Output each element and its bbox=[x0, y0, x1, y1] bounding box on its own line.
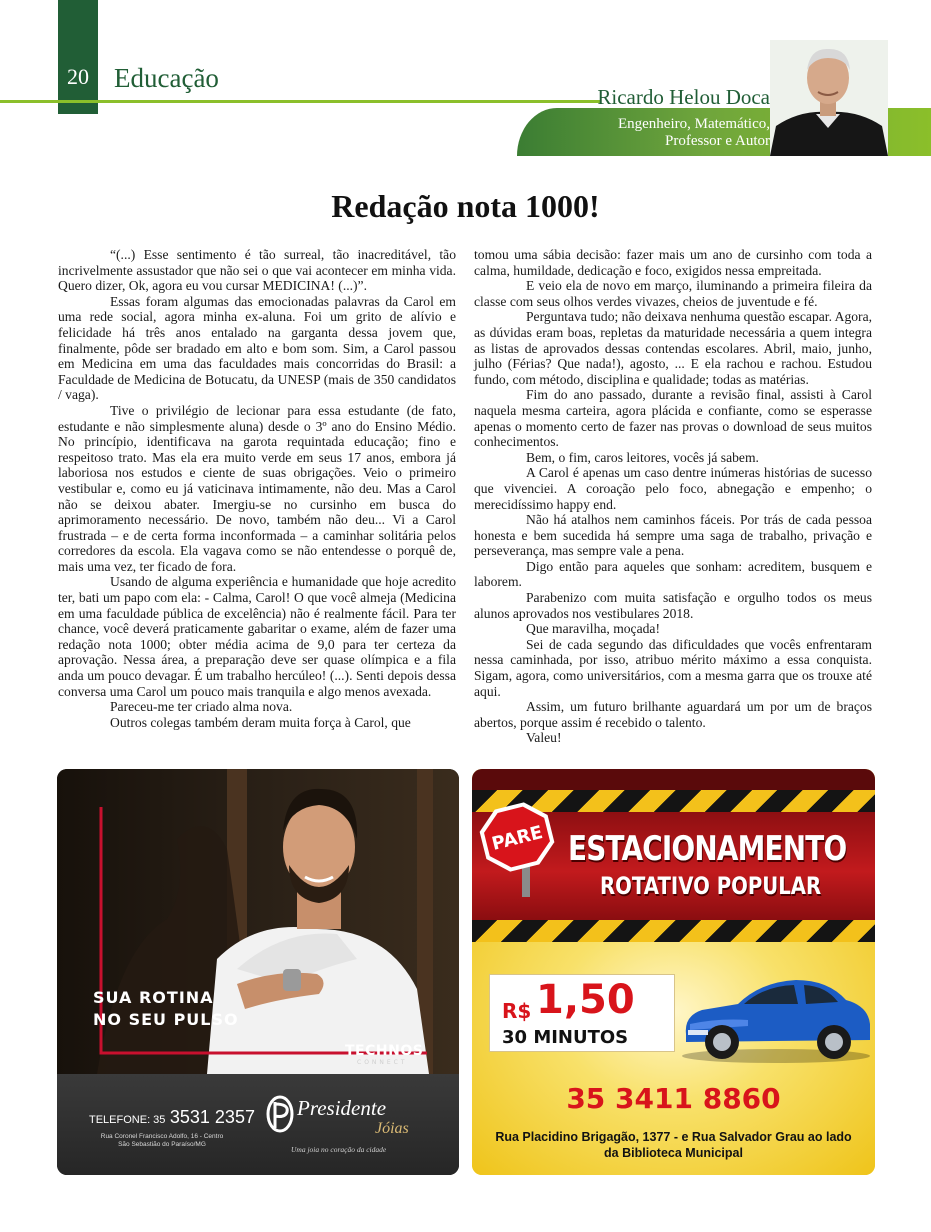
paragraph: Fim do ano passado, durante a revisão final, assisti à Carol naquela mesma carteira, agora plácida e confiante, como se esperasse apenas o momento certo de fazer nas provas o download de seus muitos conhecimentos. bbox=[474, 387, 872, 450]
page-number-tab bbox=[58, 0, 98, 114]
jewelry-phone-number: 3531 2357 bbox=[169, 1107, 255, 1127]
jewelry-address bbox=[77, 1133, 247, 1149]
paragraph: Pareceu-me ter criado alma nova. bbox=[110, 699, 293, 715]
technos-logo: TECHNOS bbox=[345, 1043, 424, 1059]
stop-sign-icon bbox=[478, 801, 556, 897]
paragraph-continued: tomou uma sábia decisão: fazer mais um ano de cursinho com toda a calma, humildade, dedicação e foco, exigidos nessa empreitada. bbox=[474, 247, 872, 278]
author-role bbox=[618, 116, 770, 150]
paragraph: Sei de cada segundo das dificuldades que vocês enfrentaram nessa caminhada, por isso, atribuo mérito máximo a essa conquista. Sigam, agora, como universitários, com a mesma garra que os trouxe até aqui. bbox=[474, 636, 872, 699]
paragraph: Parabenizo com muita satisfação e orgulho todos os meus alunos aprovados nos vestibulares 2018. bbox=[474, 590, 872, 621]
paragraph: Tive o privilégio de lecionar para essa estudante (de fato, estudante e não simplesmente aluna) desde o 3º ano do Ensino Médio. No princípio, identificava na garota requintada educação; fino e respeitoso trato. Mas ela era muito verde em seus 17 anos, embora já laboriosa nos estudos e ciente de suas obrigações. Veio o primeiro vestibular e, como eu já vaticinava intimamente, não deu. Mas a Carol não se deixou abater. Imergiu-se no cursinho em busca do aprimoramento necessário. De novo, também não deu... Vi a Carol frustrada – e de certa forma inconformada – a caminhar solitária pelos corredores da escola. Ela vagava como se não entendesse o porquê de, mais uma vez, ter ficado de fora. bbox=[58, 402, 456, 574]
paragraph: “(...) Esse sentimento é tão surreal, tão inacreditável, tão incrivelmente assustador que não sei o que vai acontecer em minha vida. Quero dizer, Ok, agora eu vou cursar MEDICINA! (...)”. bbox=[58, 247, 456, 294]
ad-slogan-line2: NO SEU PULSO bbox=[93, 1010, 239, 1029]
paragraph: A Carol é apenas um caso dentre inúmeras histórias de sucesso que vivenciei. A coroação pelo foco, abnegação e empenho; o merecidíssimo happy end. bbox=[474, 465, 872, 512]
presidente-tagline: Uma joia no coração da cidade bbox=[291, 1145, 387, 1154]
author-photo bbox=[770, 40, 888, 156]
jewelry-advertisement bbox=[57, 769, 459, 1175]
paragraph: Assim, um futuro brilhante aguardará um por um de braços abertos, porque assim é recebido o talento. bbox=[474, 699, 872, 730]
page-number: 20 bbox=[67, 64, 89, 89]
paragraph: Bem, o fim, caros leitores, vocês já sabem. bbox=[526, 449, 759, 465]
parking-ad-top-band bbox=[472, 769, 875, 790]
parking-address-line1: Rua Placidino Brigagão, 1377 - e Rua Salvador Grau ao lado bbox=[495, 1130, 852, 1144]
paragraph: Usando de alguma experiência e humanidade que hoje acredito ter, bati um papo com ela: - Calma, Carol! O que você almeja (Medicina em uma faculdade pública de excelência) não é realmente fácil. Para ter chance, você deverá praticamente gabaritar o exame, além de fazer uma redação nota 1000; obter média acima de 9,0 para ter certeza da aprovação. Nessa área, a preparação deve ser quase olímpica e a fila anda um pouco devagar. É um trabalho hercúleo! (...). Senti depois dessa conversa uma Carol um pouco mais tranquila e algo menos avexada. bbox=[58, 574, 456, 699]
author-role-line2: Professor e Autor bbox=[665, 133, 770, 149]
price-box bbox=[489, 974, 675, 1052]
paragraph: Que maravilha, moçada! bbox=[526, 621, 660, 637]
header-rule bbox=[0, 100, 600, 103]
paragraph: Outros colegas também deram muita força à Carol, que bbox=[110, 714, 411, 730]
price-duration: 30 MINUTOS bbox=[502, 1027, 629, 1048]
paragraph: Digo então para aqueles que sonham: acreditem, busquem e laborem. bbox=[474, 558, 872, 590]
stop-sign-text: PARE bbox=[489, 822, 545, 855]
paragraph: Essas foram algumas das emocionadas palavras da Carol em uma rede social, agora minha ex-aluna. Foi um grito de alívio e felicidade há três anos entalado na garganta dessa jovem que, finalmente, pôde ser bradado em alto e bom som. Sim, a Carol passou em Medicina em uma das faculdades mais concorridas do Brasil: a Faculdade de Medicina de Botucatu, da UNESP (mais de 350 candidatos / vaga). bbox=[58, 293, 456, 403]
parking-advertisement bbox=[472, 769, 875, 1175]
presidente-emblem-icon bbox=[265, 1094, 295, 1134]
presidente-brand-sub: Jóias bbox=[375, 1120, 409, 1137]
author-name: Ricardo Helou Doca bbox=[597, 85, 770, 109]
jewelry-address-line2: São Sebastião do Paraíso/MG bbox=[118, 1141, 206, 1148]
parking-address bbox=[482, 1129, 865, 1161]
jewelry-phone-label: TELEFONE: 35 bbox=[89, 1114, 166, 1126]
hazard-stripe-bottom bbox=[472, 920, 875, 942]
jewelry-address-line1: Rua Coronel Francisco Adolfo, 16 - Centro bbox=[100, 1133, 224, 1140]
section-title: Educação bbox=[114, 63, 219, 93]
author-role-line1: Engenheiro, Matemático, bbox=[617, 116, 770, 132]
article-column-left bbox=[58, 247, 456, 730]
paragraph: Não há atalhos nem caminhos fáceis. Por trás de cada pessoa honesta e bem sucedida há sempre uma saga de trabalho, privação e perseverança, mas sempre vale a pena. bbox=[474, 512, 872, 559]
paragraph: Valeu! bbox=[526, 730, 562, 746]
parking-title-line2: ROTATIVO POPULAR bbox=[600, 872, 822, 900]
ad-slogan-line1: SUA ROTINA bbox=[93, 988, 214, 1007]
technos-sub-logo: CONNECT bbox=[357, 1059, 408, 1066]
presidente-brand-name: Presidente bbox=[297, 1096, 387, 1120]
jewelry-phone bbox=[89, 1107, 255, 1128]
paragraph: Perguntava tudo; não deixava nenhuma questão escapar. Agora, as dúvidas eram boas, repletas da maturidade necessária a quem integra as listas de aprovados dessas contendas escolares. Abril, maio, junho, julho (Férias? Que nada!), agosto, ... E ela rachou e rachou. Estudou fundo, com método, disciplina e qualidade; todas as matérias. bbox=[474, 309, 872, 387]
ad-slogan bbox=[93, 987, 239, 1031]
paragraph: E veio ela de novo em março, iluminando a primeira fileira da classe com seus olhos verdes vivazes, cheios de juventude e fé. bbox=[474, 278, 872, 309]
price-currency: R$ bbox=[502, 999, 532, 1023]
parking-title-line1: ESTACIONAMENTO bbox=[568, 829, 847, 869]
price-value: 1,50 bbox=[536, 977, 635, 1023]
article-column-right bbox=[474, 247, 872, 746]
car-image bbox=[678, 964, 874, 1064]
parking-address-line2: da Biblioteca Municipal bbox=[604, 1146, 743, 1160]
article-title: Redação nota 1000! bbox=[331, 188, 600, 224]
parking-phone: 35 3411 8860 bbox=[566, 1082, 781, 1115]
